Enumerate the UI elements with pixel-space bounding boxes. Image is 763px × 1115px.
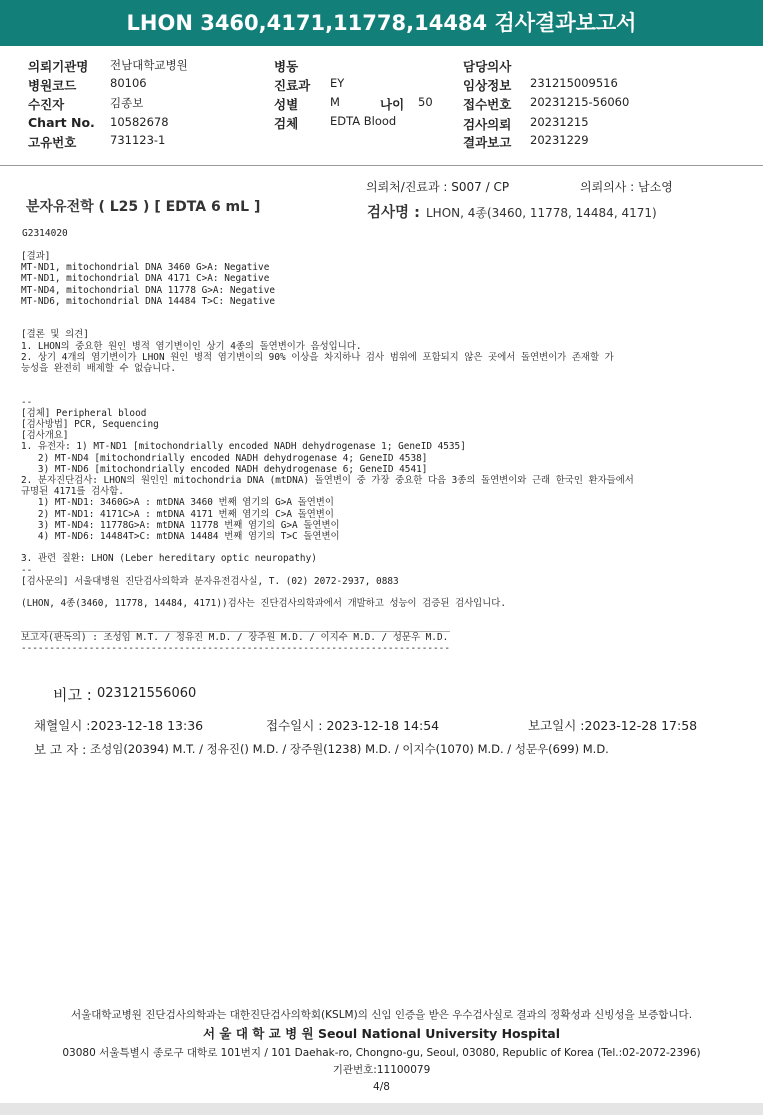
footer-hospital-name: 서 울 대 학 교 병 원 Seoul National University Hospital [202,1026,561,1041]
footer-address: 03080 서울특별시 종로구 대학로 101번지 / 101 Daehak-ro, Chongno-gu, Seoul, 03080, Republic of Korea (Tel.:02-2072-2396) [62,1047,701,1059]
reporter-label: 보 고 자 : [34,742,87,757]
value-specimen: EDTA Blood [330,114,397,128]
value-receipt-no: 20231215-56060 [530,95,630,109]
value-age: 50 [418,95,433,109]
note-label: 비고 : [53,686,92,704]
value-department: EY [330,76,345,90]
label-requesting-institution: 의뢰기관명 [28,59,89,74]
receipt-datetime: 접수일시 : 2023-12-18 14:54 [266,718,440,733]
test-name-value: LHON, 4종(3460, 11778, 14484, 4171) [426,206,657,220]
value-test-request: 20231215 [530,115,589,129]
value-unique-no: 731123-1 [110,133,166,147]
label-patient: 수진자 [28,97,65,112]
report-body: [결과] MT-ND1, mitochondrial DNA 3460 G>A: Negative MT-ND1, mitochondrial DNA 4171 C>A: Negative MT-ND4, mitochondrial DNA 11778 G>A: Negative MT-ND6, mitochondrial DNA 14484 T>C: Negative [결론 및 의견] 1. LHON의 중요한 원인 병적 염기변이인 상기 4종의 돌연변이가 음성입니다. 2. 상기 4개의 염기변이가 LHON 원인 병적 염기변이의 90% 이상을 차지하나 검사 범위에 포함되지 않은 곳에서 돌연변이가 존재할 가 능성을 완전히 배제할 수 없습니다. -- [검체] Peripheral blood [검사방법] PCR, Sequencing [검사개요] 1. 유전자: 1) MT-ND1 [mitochondrially encoded NADH dehydrogenase 1; GeneID 4535] 2) MT-ND4 [mitochondrially encoded NADH dehydrogenase 4; GeneID 4538] 3) MT-ND6 [mitochondrially encoded NADH dehydrogenase 6; GeneID 4541] 2. 분자진단검사: LHON의 원인인 mitochondria DNA (mtDNA) 돌연변이 중 가장 중요한 다음 3종의 돌연변이와 근래 한국인 환자들에서 규명된 4171를 검사함. 1) MT-ND1: 3460G>A : mtDNA 3460 번째 염기의 G>A 돌연변이 2) MT-ND1: 4171C>A : mtDNA 4171 번째 염기의 C>A 돌연변이 3) MT-ND4: 11778G>A: mtDNA 11778 번째 염기의 G>A 돌연변이 4) MT-ND6: 14484T>C: mtDNA 14484 번째 염기의 T>C 돌연변이 3. 관련 질환: LHON (Leber hereditary optic neuropathy) -- [검사문의] 서울대병원 진단검사의학과 분자유전검사실, T. (02) 2072-2937, 0883 (LHON, 4종(3460, 11778, 14484, 4171))검사는 진단검사의학과에서 개발하고 성능이 검증된 검사입니다. ____________________________________________________________________________ 보고자(판독의) : 조성임 M.T. / 정유진 M.D. / 장주원 M.D. / 이지수 M.D. / 성문우 M.D. ---------------------------------------------------------------------------- [21,251,634,655]
label-receipt-no: 접수번호 [463,97,512,112]
label-unique-no: 고유번호 [28,135,77,150]
reporter-value: 조성임(20394) M.T. / 정유진() M.D. / 장주원(1238) M.D. / 이지수(1070) M.D. / 성문우(699) M.D. [90,742,609,756]
request-doctor: 의뢰의사 : 남소영 [580,180,673,194]
bottom-scroll-area [0,1103,763,1115]
value-patient: 김종보 [110,96,144,110]
value-sex: M [330,95,340,109]
value-result-report: 20231229 [530,133,589,147]
report-title-banner: LHON 3460,4171,11778,14484 검사결과보고서 [0,0,763,46]
label-ward: 병동 [274,59,299,74]
label-chart-no: Chart No. [28,115,95,130]
label-result-report: 결과보고 [463,135,512,150]
label-hospital-code: 병원코드 [28,78,77,93]
footer-institution-no: 기관번호:11100079 [332,1064,431,1076]
label-age: 나이 [380,97,405,112]
value-requesting-institution: 전남대학교병원 [110,58,188,72]
test-name-label: 검사명 : [367,205,420,221]
label-sex: 성별 [274,97,299,112]
value-clinical-info: 231215009516 [530,76,618,90]
label-attending-doctor: 담당의사 [463,59,512,74]
request-department: 의뢰처/진료과 : S007 / CP [366,180,510,194]
note-value: 023121556060 [97,686,197,701]
label-clinical-info: 임상정보 [463,78,512,93]
value-hospital-code: 80106 [110,76,147,90]
page-number: 4/8 [373,1081,390,1093]
label-department: 진료과 [274,78,311,93]
header-divider [0,165,763,166]
label-test-request: 검사의뢰 [463,117,512,132]
section-title: 분자유전학 ( L25 ) [ EDTA 6 mL ] [26,199,261,215]
collection-datetime: 채혈일시 :2023-12-18 13:36 [34,718,204,733]
value-chart-no: 10582678 [110,115,169,129]
label-specimen: 검체 [274,116,299,131]
footer-certification: 서울대학교병원 진단검사의학과는 대한진단검사의학회(KSLM)의 신임 인증을 받은 우수검사실로 결과의 정확성과 신빙성을 보증합니다. [70,1009,693,1021]
test-code: G2314020 [22,228,68,239]
report-datetime: 보고일시 :2023-12-28 17:58 [528,718,698,733]
